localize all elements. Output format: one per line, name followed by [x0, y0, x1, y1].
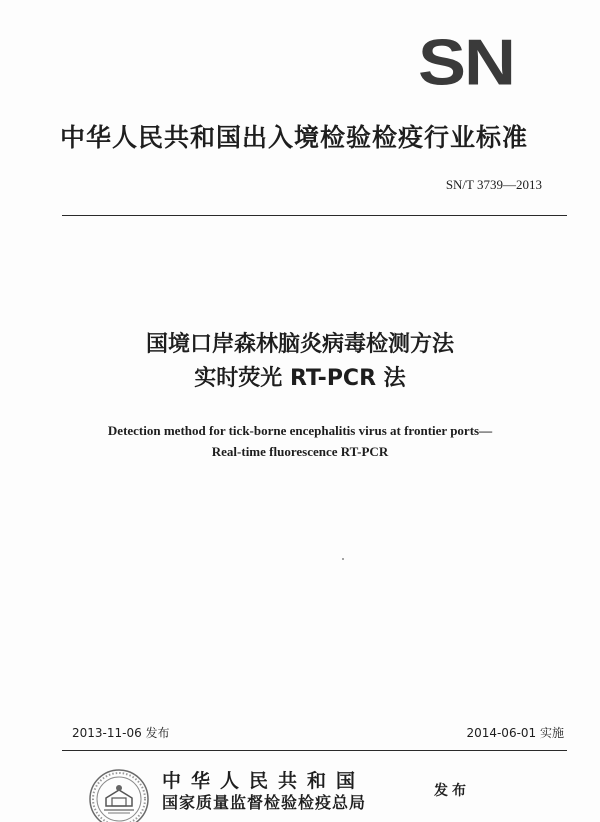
- issue-date: 2013-11-06 发布: [72, 726, 170, 740]
- scan-speck: [342, 558, 344, 560]
- standard-code: SN/T 3739—2013: [445, 177, 542, 192]
- document-title-zh: [0, 328, 600, 396]
- issued-label: 发布: [434, 783, 470, 799]
- top-divider: [62, 215, 567, 216]
- publisher-agency: 国家质量监督检验检疫总局: [162, 793, 367, 812]
- document-title-en: [0, 420, 600, 462]
- title-zh-line-2: 实时荧光 RT-PCR 法: [194, 366, 406, 391]
- title-en-line-2: Real-time fluorescence RT-PCR: [211, 444, 389, 459]
- title-en-line-1: Detection method for tick-borne encephalitis virus at frontier ports—: [107, 423, 493, 438]
- publisher-block: [162, 770, 366, 814]
- publisher-country: 中华人民共和国: [162, 770, 366, 792]
- sn-logo: SN: [418, 26, 515, 99]
- title-zh-line-1: 国境口岸森林脑炎病毒检测方法: [145, 332, 454, 357]
- bottom-divider: [62, 750, 567, 751]
- implementation-date: 2014-06-01 实施: [466, 726, 564, 740]
- standard-category: 中华人民共和国出入境检验检疫行业标准: [60, 123, 529, 152]
- national-emblem-seal-icon: [88, 768, 150, 822]
